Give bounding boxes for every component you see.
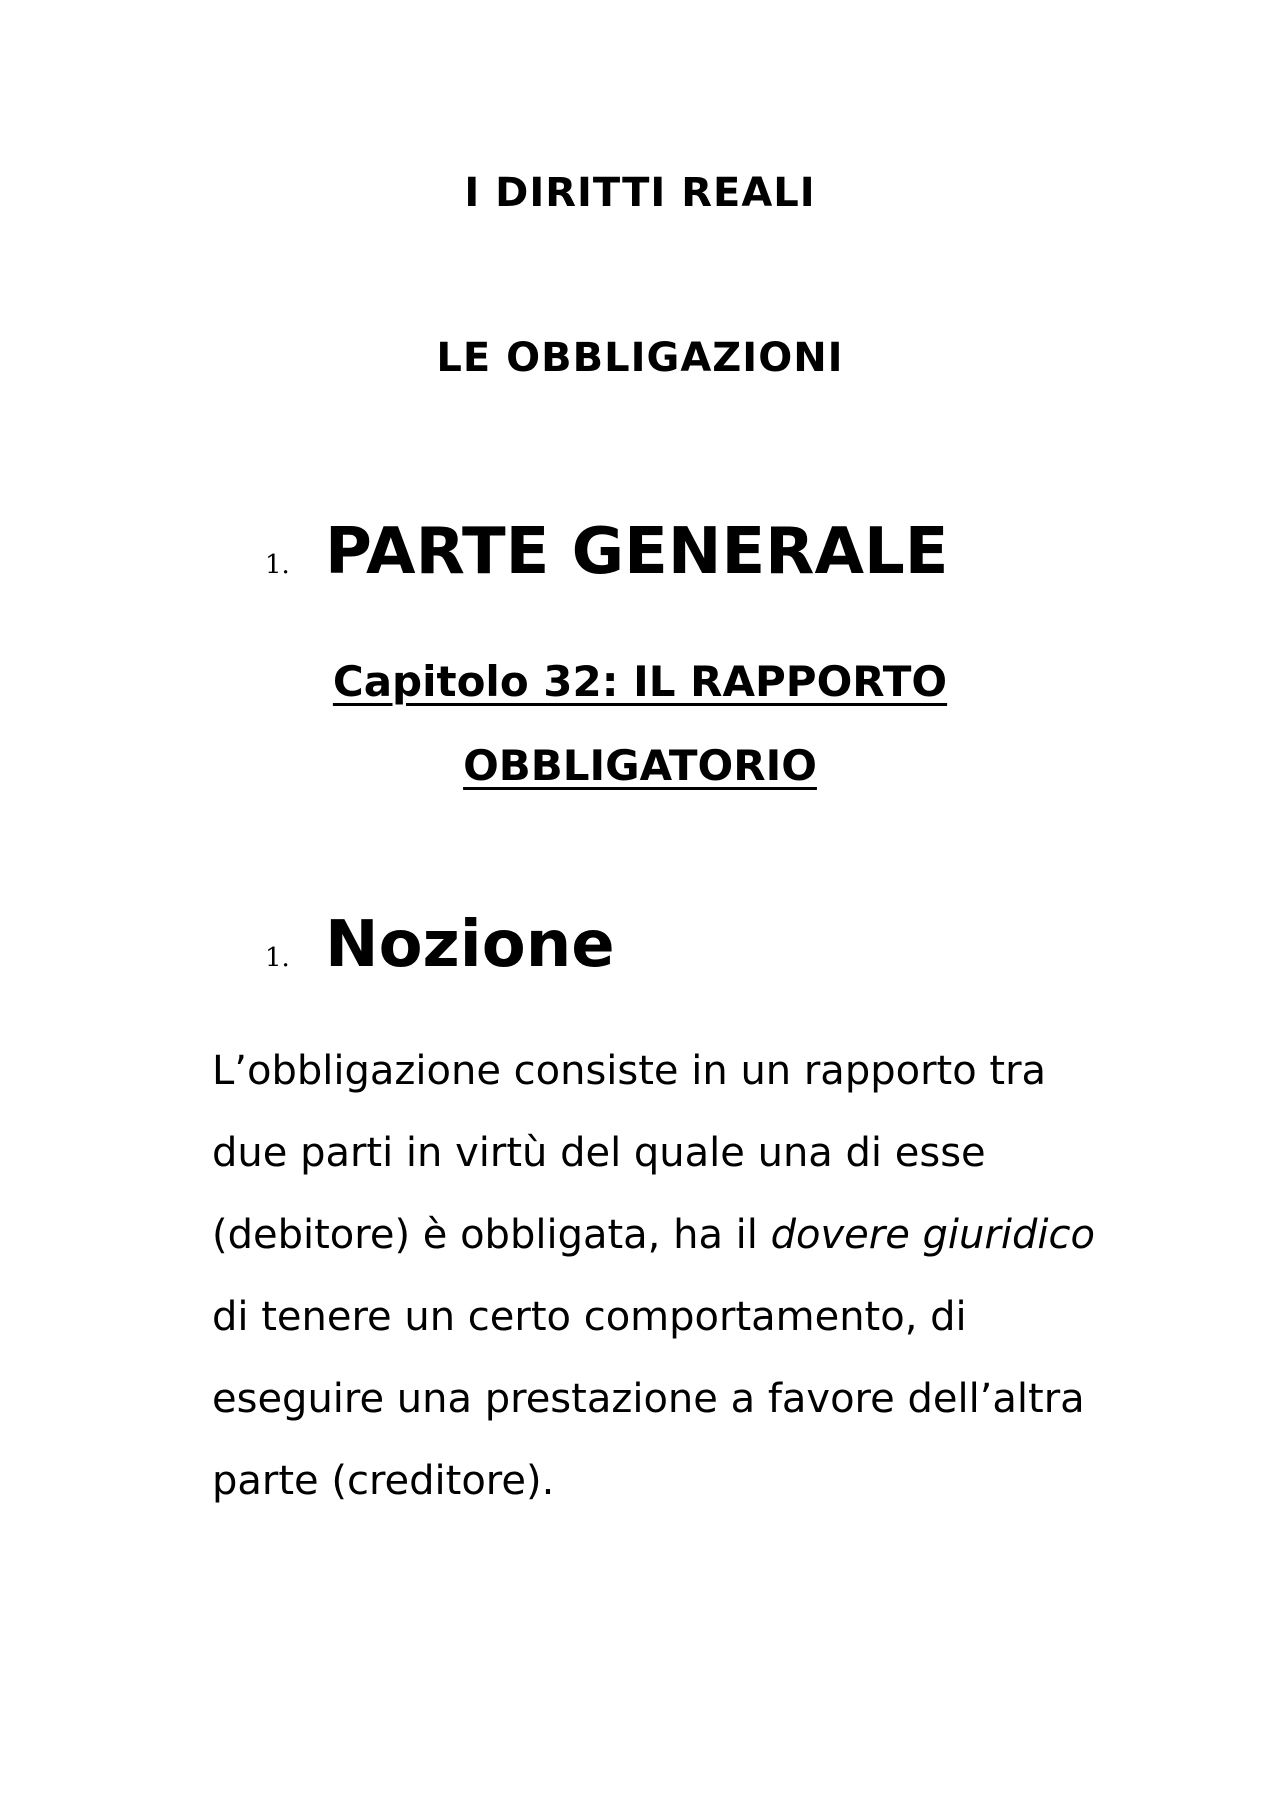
part-heading: [265, 515, 948, 589]
part-number: 1.: [265, 550, 290, 580]
section-title: Nozione: [325, 908, 615, 982]
section-heading: [265, 908, 615, 982]
chapter-line-2: OBBLIGATORIO: [463, 741, 817, 790]
body-paragraph: [212, 1030, 1112, 1522]
chapter-line-1: Capitolo 32: IL RAPPORTO: [332, 657, 948, 706]
document-subtitle: LE OBBLIGAZIONI: [436, 335, 844, 381]
paragraph-text-1: L’obbligazione consiste in un rapporto tra due parti in virtù del quale una di esse (debitore) è obbligata, ha il: [212, 1048, 1047, 1258]
paragraph-text-2: di tenere un certo comportamento, di eseguire una prestazione a favore dell’altra parte (creditore).: [212, 1294, 1085, 1504]
paragraph-emphasis: dovere giuridico: [770, 1212, 1095, 1258]
section-number: 1.: [265, 943, 290, 973]
part-title: PARTE GENERALE: [325, 515, 949, 589]
chapter-heading: [0, 640, 1280, 808]
document-title: I DIRITTI REALI: [464, 170, 816, 216]
